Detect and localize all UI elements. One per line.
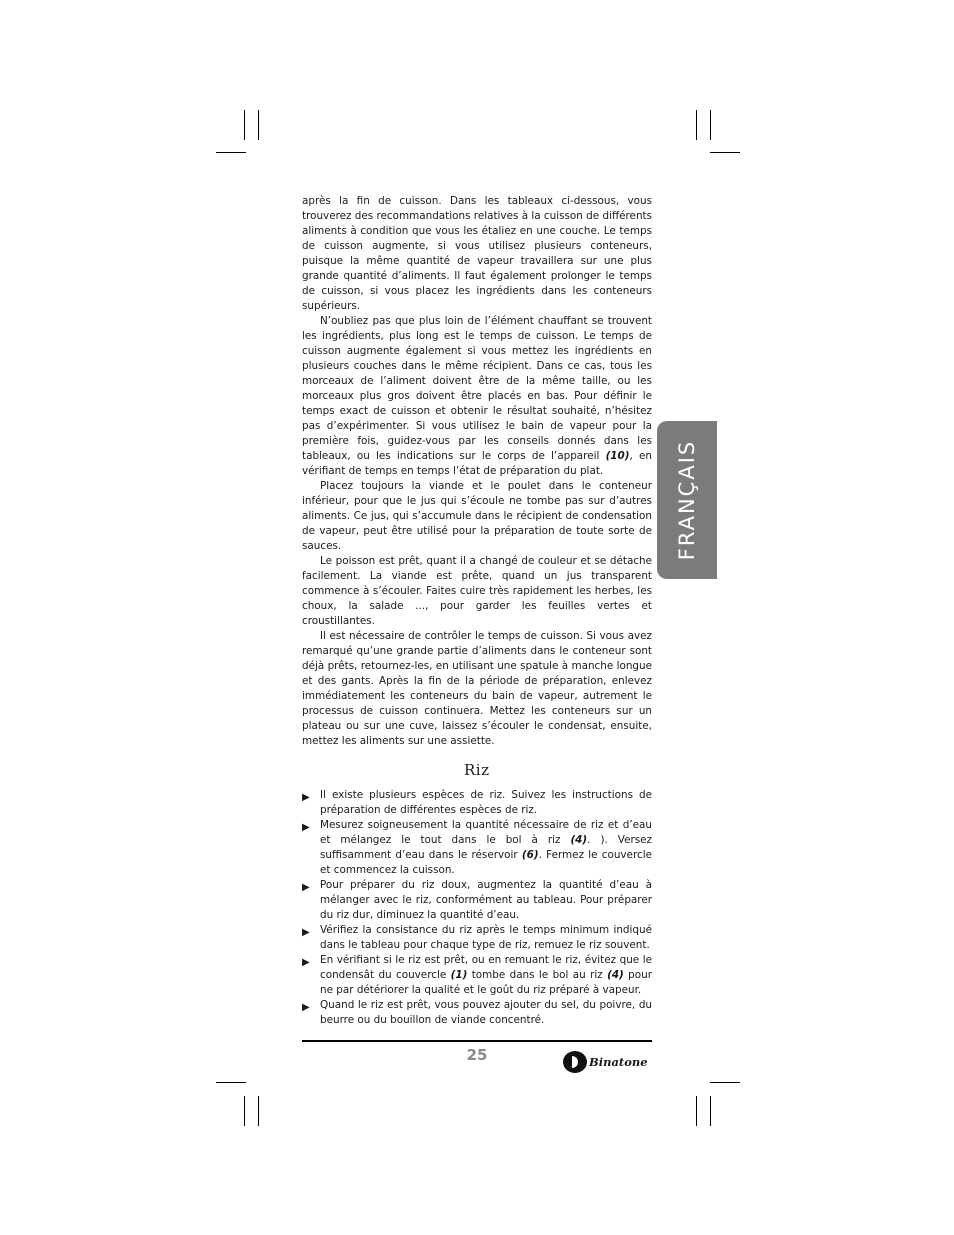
bullet-arrow-icon: ▶: [302, 822, 310, 833]
bullet-arrow-icon: ▶: [302, 792, 310, 803]
list-item: ▶ Il existe plusieurs espèces de riz. Suivez les instructions de préparation de différentes espèces de riz.: [302, 789, 652, 816]
reference-4: (4): [607, 969, 624, 981]
binatone-logo-icon: [563, 1051, 587, 1073]
list-item: ▶ Mesurez soigneusement la quantité nécessaire de riz et d’eau et mélangez le tout dans le bol à riz (4). ). Versez suffisamment d’eau dans le réservoir (6). Fermez le couvercle et commencez la cuisson.: [302, 819, 652, 876]
reference-4: (4): [570, 834, 588, 846]
paragraph-3: Placez toujours la viande et le poulet dans le conteneur inférieur, pour que le jus qui s’écoule ne tombe pas sur d’autres aliments. Ce jus, qui s’accumule dans le récipient de condensation de vapeur, peut être utilisé pour la préparation de toute sorte de sauces.: [302, 480, 652, 552]
bullet-arrow-icon: ▶: [302, 882, 310, 893]
brand-name: Binatone: [589, 1055, 648, 1069]
paragraph-5: Il est nécessaire de contrôler le temps de cuisson. Si vous avez remarqué qu’une grande partie d’aliments dans le conteneur sont déjà prêts, retournez-les, en utilisant une spatule à manche longue et des gants. Après la fin de la période de préparation, enlevez immédiatement les conteneurs du bain de vapeur, autrement le processus de cuisson continuera. Mettez les conteneurs sur un plateau ou sur une cuve, laissez s’écouler le condensat, ensuite, mettez les aliments sur une assiette.: [302, 630, 652, 747]
reference-6: (6): [521, 849, 539, 861]
paragraph-1: après la fin de cuisson. Dans les tableaux ci-dessous, vous trouverez des recommandations relatives à la cuisson de différents aliments à condition que vous les étaliez en une couche. Le temps de cuisson augmente, si vous utilisez plusieurs conteneurs, puisque la même quantité de vapeur travaillera sur une plus grande quantité d’aliments. Il faut également prolonger le temps de cuisson, si vous placez les ingrédients dans les conteneurs supérieurs.: [302, 195, 653, 312]
list-item: ▶ En vérifiant si le riz est prêt, ou en remuant le riz, évitez que le condensât du couvercle (1) tombe dans le bol au riz (4) pour ne par détériorer la qualité et le goût du riz préparé à vapeur.: [302, 954, 652, 996]
language-tab-label: FRANÇAIS: [675, 439, 699, 561]
reference-10: (10): [605, 450, 630, 462]
paragraph-2: N’oubliez pas que plus loin de l’élément chauffant se trouvent les ingrédients, plus long est le temps de cuisson. Le temps de cuisson augmente également si vous mettez les ingrédients en plusieurs couches dans le même récipient. Dans ce cas, tous les morceaux de l’aliment doivent être de la même taille, ou les morceaux plus gros doivent être placés en bas. Pour définir le temps exact de cuisson et obtenir le résultat souhaité, n’hésitez pas d’expérimenter. Si vous utilisez le bain de vapeur pour la première fois, guidez-vous par les conseils donnés dans les tableaux, ou les indications sur le corps de l’appareil (10), en vérifiant de temps en temps l’état de préparation du plat.: [302, 315, 652, 477]
footer-divider: [302, 1040, 652, 1042]
list-item: ▶ Pour préparer du riz doux, augmentez la quantité d’eau à mélanger avec le riz, conformément au tableau. Pour préparer du riz dur, diminuez la quantité d’eau.: [302, 879, 652, 921]
list-item: ▶ Vérifiez la consistance du riz après le temps minimum indiqué dans le tableau pour chaque type de riz, remuez le riz souvent.: [302, 924, 652, 951]
rice-instructions-list: [302, 788, 652, 1028]
page-number: 25: [466, 1046, 488, 1064]
section-title-riz: Riz: [464, 761, 490, 779]
list-item: ▶ Quand le riz est prêt, vous pouvez ajouter du sel, du poivre, du beurre ou du bouillon de viande concentré.: [302, 999, 652, 1026]
reference-1: (1): [450, 969, 468, 981]
text-column: [302, 194, 652, 1028]
bullet-arrow-icon: ▶: [302, 1002, 310, 1013]
bullet-arrow-icon: ▶: [302, 927, 310, 938]
language-tab: [657, 421, 717, 579]
bullet-arrow-icon: ▶: [302, 957, 310, 968]
brand-logo: [563, 1049, 648, 1075]
paragraph-4: Le poisson est prêt, quant il a changé de couleur et se détache facilement. La viande est prête, quand un jus transparent commence à s’écouler. Faites cuire très rapidement les herbes, les choux, la salade ..., pour garder les feuilles vertes et croustillantes.: [302, 555, 652, 627]
